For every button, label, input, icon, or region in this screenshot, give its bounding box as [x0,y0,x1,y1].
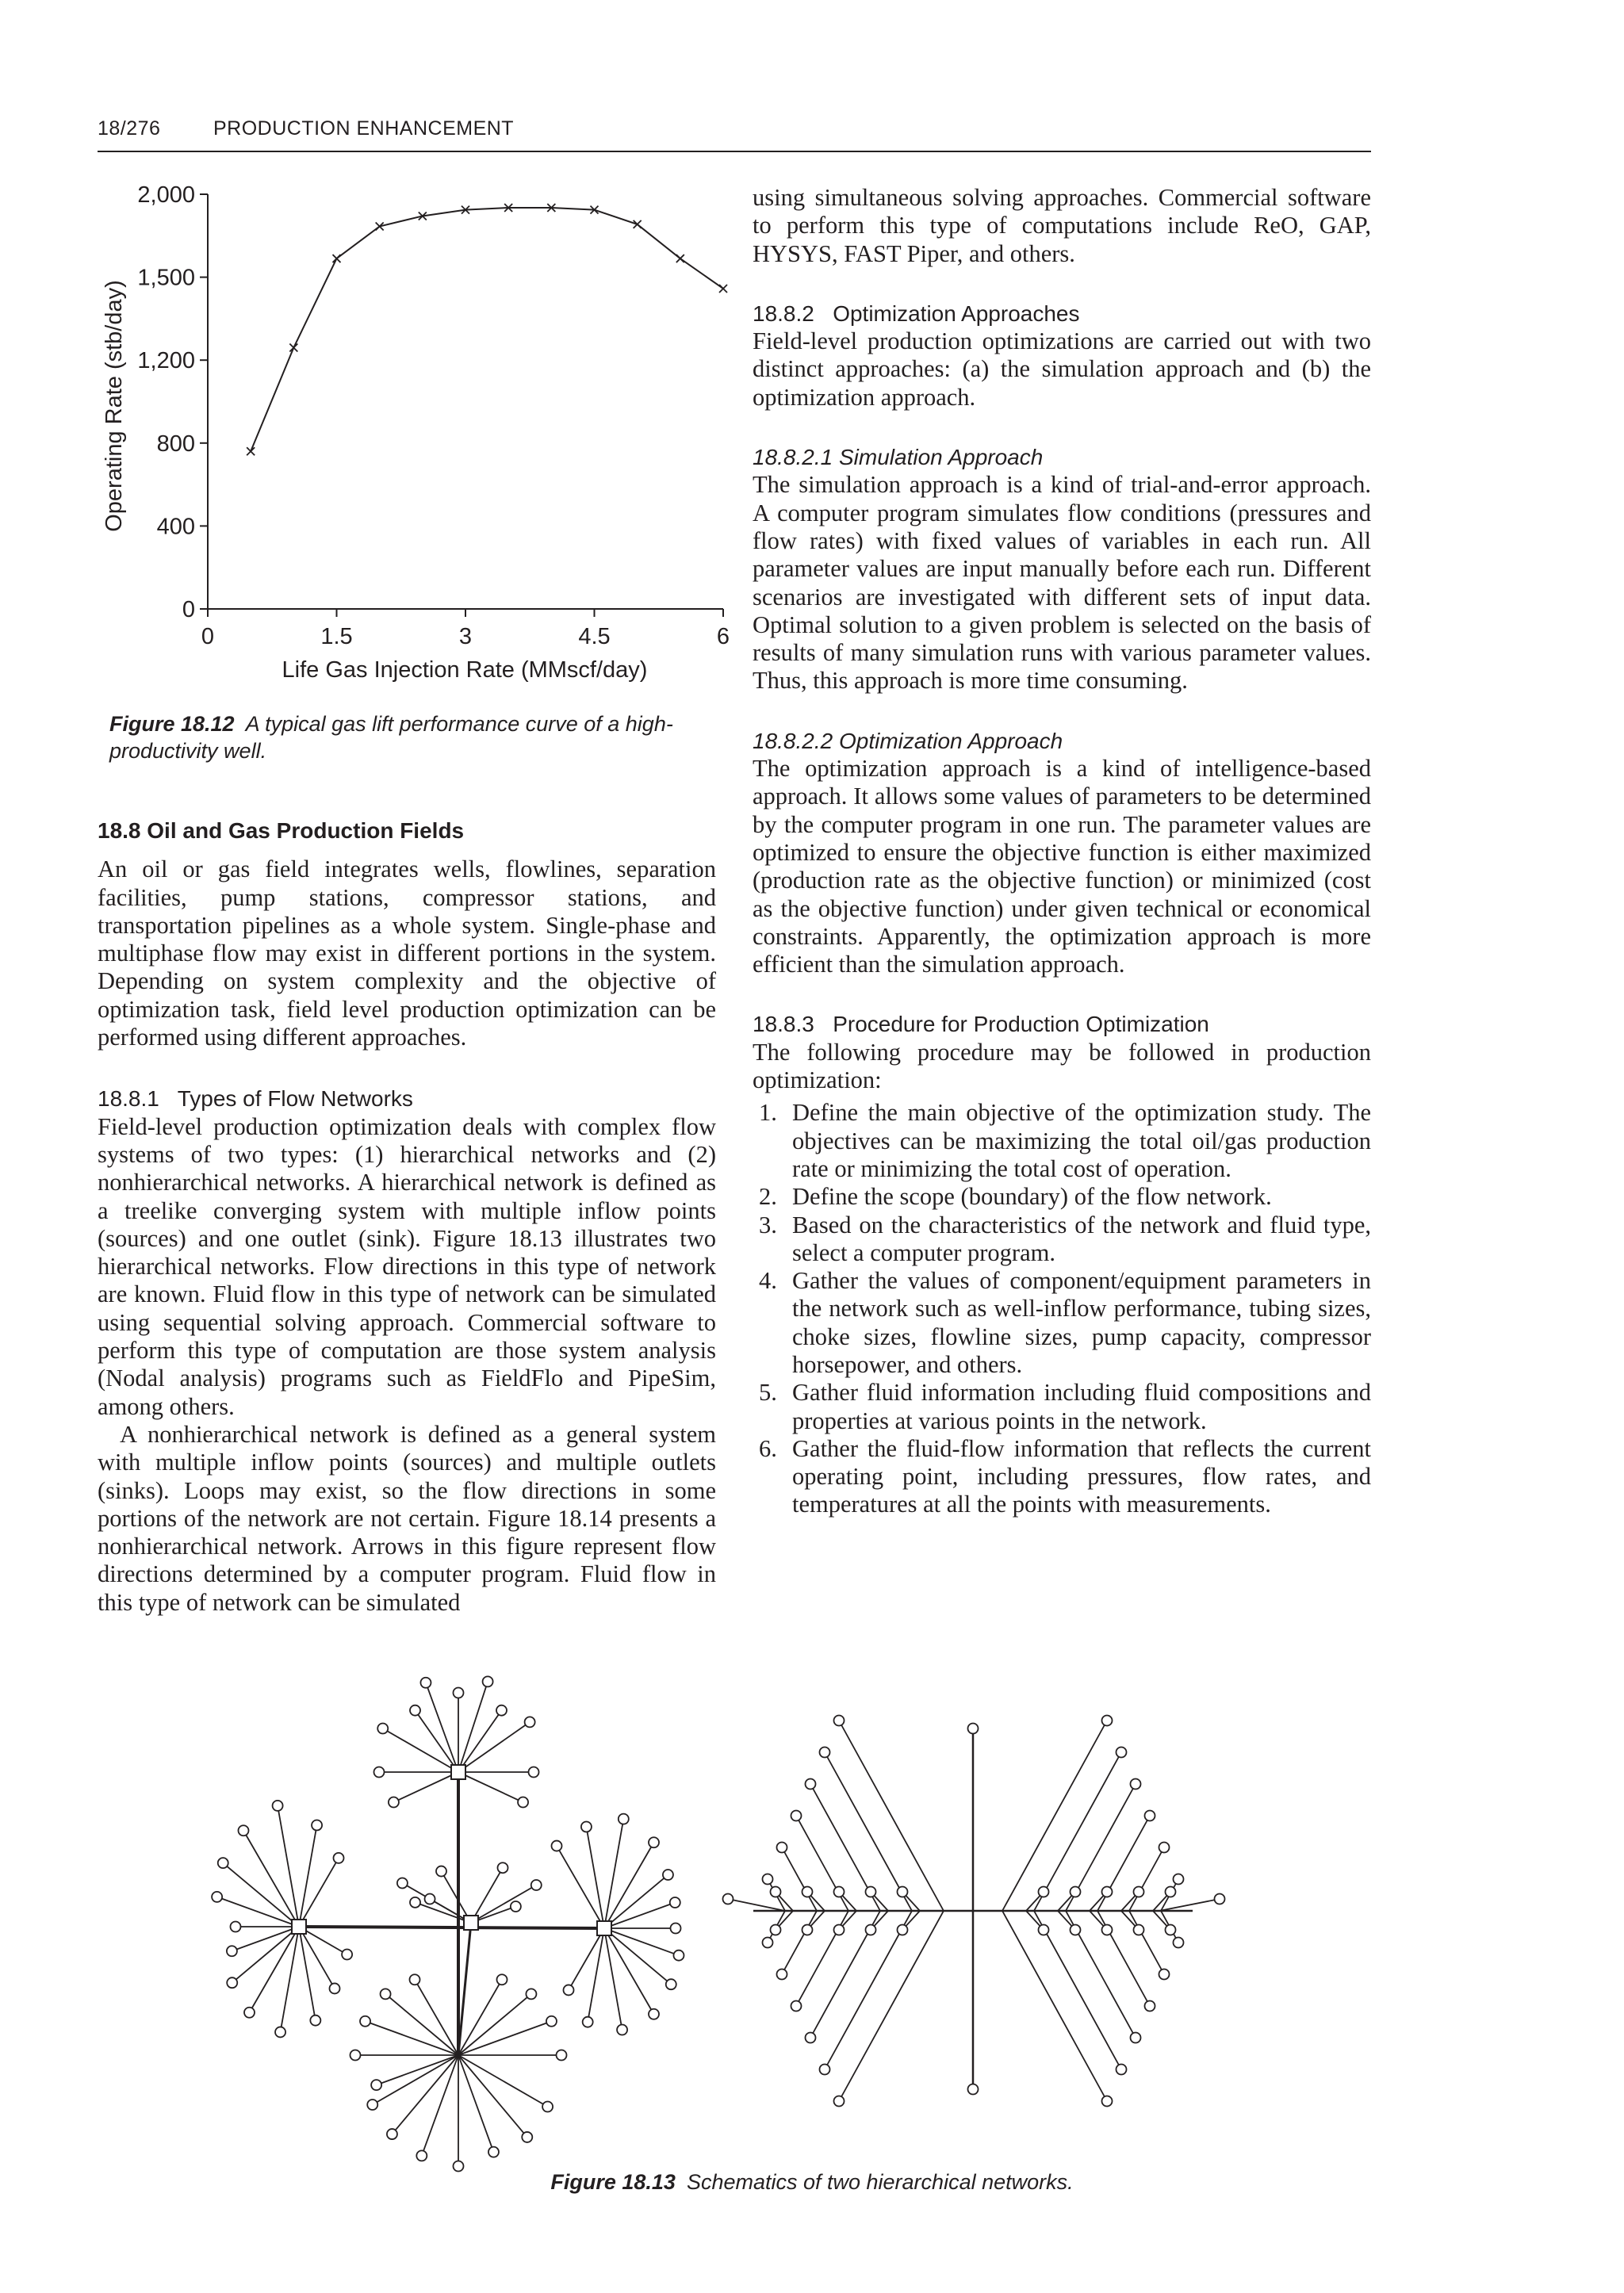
well-node [777,1970,787,1980]
list-item: 3. Based on the characteristics of the network and fluid type, select a computer program. [759,1211,1371,1266]
well-node [542,2102,553,2112]
flowline [415,1980,458,2055]
flowline [839,1911,944,2101]
well-node [1159,1970,1170,1980]
paragraph: The simulation approach is a kind of trial-and-error approach. A computer program simulates flow conditions (pressures and flow rates) with fixed values of variables in each run. All parameter values are input manually before each run. Different scenarios are investigated with different sets of input data. Optimal solution to a given problem is selected on the basis of results of many simulation runs with various parameter values. Thus, this approach is more time consuming. [753,471,1371,695]
well-node [763,1938,773,1948]
well-node [497,1974,508,1985]
well-node [511,1901,521,1912]
well-node [218,1858,228,1868]
well-node [1102,1925,1113,1935]
flowline [458,2055,548,2107]
y-tick-label: 1,200 [137,348,195,374]
y-tick-label: 400 [156,514,195,540]
flowline [604,1928,671,1985]
paragraph: The following procedure may be followed in production optimization: [753,1038,1371,1094]
well-node [791,2001,802,2012]
well-node [1174,1874,1184,1885]
figure-18-13-label: Figure 18.13 [550,2170,676,2194]
well-node [360,2016,370,2027]
right-column [753,184,1371,1519]
x-tick-label: 6 [716,624,730,649]
list-item: 1. Define the main objective of the optimization study. The objectives can be maximizing the total oil/gas production rate or minimizing the total cost of operation. [759,1099,1371,1182]
x-axis-label: Life Gas Injection Rate (MMscf/day) [282,657,648,683]
flowline [458,1772,523,1802]
flowline [471,1868,503,1923]
well-node [802,1887,813,1897]
well-node [1071,1925,1081,1935]
well-node [834,1925,845,1935]
well-node [866,1925,876,1935]
flowline [1129,1847,1164,1911]
flowline [373,2055,458,2105]
well-node [771,1887,781,1897]
fishbone-network-schematic [723,1716,1225,2107]
paragraph: The optimization approach is a kind of intelligence-based approach. It allows some values of parameters to be determined by the computer program in one run. The parameter values are optimized to ensure the objective function is either maximized (production rate as the objective function) or minimized (cost as the objective function) under given technical or economical constraints. Apparently, the optimization approach is more efficient than the simulation approach. [753,755,1371,978]
well-node [898,1925,908,1935]
flowline [393,1772,458,1802]
data-point-marker [333,255,341,262]
well-node [898,1887,908,1897]
well-node [1145,1811,1155,1821]
well-node [552,1841,562,1851]
well-node [619,1814,629,1824]
star-network-schematic [212,1676,684,2171]
flowline [416,1710,458,1772]
flowline [604,1875,668,1928]
well-node [771,1925,781,1935]
well-node [1166,1925,1176,1935]
well-node [834,2096,845,2107]
flowline [217,1897,299,1927]
chart-axes [208,194,723,609]
chart-series [247,204,727,455]
well-node [1039,1925,1049,1935]
paragraph: Field-level production optimizations are carried out with two distinct approaches: (a) the simulation approach and (b) the optimization approach. [753,327,1371,411]
well-node [1134,1887,1144,1897]
well-node [498,1862,508,1873]
manifold-node [597,1921,611,1935]
y-tick-label: 0 [182,597,195,622]
flowline [1002,1911,1107,2101]
procedure-list [753,1099,1371,1518]
well-node [371,2080,381,2090]
flowline [458,2055,493,2152]
well-node [1102,1887,1113,1897]
well-node [557,2050,567,2061]
well-node [1116,1748,1127,1758]
well-node [546,2016,557,2027]
flowline [426,1682,458,1772]
flowline [458,1994,531,2055]
well-node [1174,1938,1184,1948]
flowline [1002,1721,1107,1911]
data-point-marker [634,220,642,228]
list-item: 2. Define the scope (boundary) of the flow network. [759,1183,1272,1211]
well-node [820,2065,830,2075]
well-node [1145,2001,1155,2012]
flowline [782,1911,817,1974]
well-node [1131,1779,1141,1790]
hierarchical-networks-figure [0,1649,1624,2141]
list-item: 4. Gather the values of component/equipment parameters in the network such as well-inflow performance, tubing sizes, choke sizes, flowline sizes, pump capacity, compressor horsepower, and others. [759,1267,1371,1378]
flowline [839,1721,944,1911]
figure-18-13-text: Schematics of two hierarchical networks. [686,2170,1074,2194]
well-node [231,1922,241,1932]
well-node [275,2027,285,2037]
well-node [488,2147,499,2157]
well-node [334,1853,344,1863]
well-node [1102,2096,1113,2107]
well-node [531,1880,542,1890]
manifold-node [464,1916,478,1930]
manifold-node [451,1765,465,1779]
section-18-8-1-heading: 18.8.1 Types of Flow Networks [98,1086,413,1112]
well-node [416,2150,427,2161]
well-node [763,1874,773,1885]
y-axis-label: Operating Rate (stb/day) [102,280,127,532]
paragraph: A nonhierarchical network is defined as a general system with multiple inflow points (sources) and multiple outlets (sinks). Loops may exist, so the flow directions in some portions of the network are not certain. Figure 18.14 presents a nonhierarchical network. Arrows in this figure represent flow directions determined by a computer program. Fluid flow in this type of network can be simulated [98,1420,716,1616]
well-node [425,1894,435,1904]
manifold-node [292,1920,306,1934]
chart-ticks [137,182,730,649]
well-node [564,1985,574,1995]
y-tick-label: 2,000 [137,182,195,208]
well-node [312,1820,322,1830]
well-node [649,1837,659,1847]
well-node [410,1705,420,1716]
well-node [483,1676,493,1686]
well-node [522,2132,532,2142]
well-node [1215,1894,1225,1904]
section-18-8-2-2-heading: 18.8.2.2 Optimization Approach [753,728,1063,753]
well-node [244,2008,255,2018]
left-column [98,817,716,1617]
well-node [723,1894,733,1904]
section-18-8-2-heading: 18.8.2 Optimization Approaches [753,301,1080,326]
trunk-line [299,1927,604,1928]
well-node [518,1797,528,1808]
list-item: 6. Gather the fluid-flow information that reflects the current operating point, including pressures, flow rates, and temperatures at all the points with measurements. [759,1434,1371,1518]
well-node [1159,1843,1170,1853]
well-node [820,1748,830,1758]
well-node [389,1797,399,1808]
page-number: 18/276 [98,117,161,140]
figure-18-12-text: A typical gas lift performance curve of a high-productivity well. [109,712,673,763]
flowline [416,1902,471,1923]
flowline [458,2055,527,2137]
flowline [458,1710,501,1772]
well-node [410,1974,420,1985]
well-node [212,1892,222,1902]
well-node [968,1724,979,1734]
well-node [834,1716,845,1726]
well-node [791,1811,802,1821]
well-node [670,1897,680,1908]
y-tick-label: 800 [156,431,195,457]
flowline [1129,1911,1164,1974]
flowline [383,1728,458,1772]
flowline [458,2021,551,2055]
figure-18-13-caption [0,2169,1624,2195]
flowline [471,1885,536,1924]
well-node [529,1767,539,1778]
well-node [583,2017,593,2027]
list-item: 5. Gather fluid information including fluid compositions and properties at various points in the network. [759,1379,1371,1434]
section-18-8-2-1-heading: 18.8.2.1 Simulation Approach [753,445,1044,470]
well-node [381,1989,391,1999]
running-title: PRODUCTION ENHANCEMENT [213,117,515,140]
data-point-marker [719,285,727,293]
x-tick-label: 0 [201,624,215,649]
well-node [1071,1887,1081,1897]
well-node [1166,1887,1176,1897]
well-node [866,1887,876,1897]
data-point-marker [676,255,684,262]
well-node [673,1950,684,1961]
well-node [777,1843,787,1853]
flowline [232,1927,299,1983]
flowline [366,2021,458,2055]
well-node [617,2025,627,2035]
well-node [227,1946,237,1956]
flowline [458,1722,530,1772]
well-node [227,1977,237,1988]
figure-18-12-caption [109,710,728,764]
figure-18-12-label: Figure 18.12 [109,712,235,736]
well-node [649,2009,659,2019]
section-18-8-3-heading: 18.8.3 Procedure for Production Optimization [753,1012,1209,1037]
x-tick-label: 4.5 [578,624,611,649]
well-node [387,2129,397,2139]
well-node [350,2050,361,2061]
flowline [604,1903,675,1928]
well-node [1134,1925,1144,1935]
x-tick-label: 3 [458,624,473,649]
well-node [671,1924,681,1934]
well-node [310,2015,320,2026]
well-node [377,1724,388,1734]
well-node [397,1878,408,1889]
well-node [374,1767,385,1778]
well-node [666,1979,676,1989]
well-node [526,1989,536,1999]
well-node [420,1678,431,1688]
well-node [581,1821,592,1832]
well-node [330,1983,340,1993]
section-18-8-heading: 18.8 Oil and Gas Production Fields [98,818,465,843]
flowline [422,2055,458,2156]
well-node [496,1705,507,1716]
well-node [436,1866,446,1877]
paragraph: Field-level production optimization deals with complex flow systems of two types: (1) hierarchical networks and (2) nonhierarchical networks. A hierarchical network is defined as a treelike converging system with multiple inflow points (sources) and one outlet (sink). Figure 18.13 illustrates two hierarchical networks. Flow directions in this type of network are known. Fluid flow in this type of network can be simulated using sequential solving approach. Commercial software to perform this type of computation are those system analysis (Nodal analysis) programs such as FieldFlo and PipeSim, among others. [98,1112,716,1420]
well-node [367,2100,377,2110]
series-line [251,208,723,451]
well-node [802,1925,813,1935]
well-node [454,1688,464,1698]
well-node [1102,1716,1113,1726]
data-point-marker [247,447,255,455]
data-point-marker [289,344,297,352]
well-node [1131,2033,1141,2043]
flowline [232,1927,299,1951]
paragraph: An oil or gas field integrates wells, flowlines, separation facilities, pump stations, compressor stations, and transportation pipelines as a whole system. Single-phase and multiphase flow may exist in different portions in the system. Depending on system complexity and the objective of optimization task, field level production optimization can be performed using different approaches. [98,856,716,1051]
well-node [342,1950,352,1960]
flowline [223,1863,299,1927]
well-node [1116,2065,1127,2075]
flowline [604,1928,679,1955]
well-node [806,1779,816,1790]
well-node [806,2033,816,2043]
well-node [410,1897,420,1908]
well-node [663,1870,673,1880]
well-node [834,1887,845,1897]
flowline [1159,1899,1220,1911]
well-node [968,2084,979,2095]
well-node [239,1825,249,1836]
flowline [782,1847,817,1911]
well-node [525,1717,535,1727]
paragraph: using simultaneous solving approaches. Commercial software to perform this type of computations include ReO, GAP, HYSYS, FAST Piper, and others. [753,184,1371,267]
well-node [273,1801,283,1811]
x-tick-label: 1.5 [320,624,353,649]
flowline [728,1899,785,1911]
well-node [1039,1887,1049,1897]
y-tick-label: 1,500 [137,265,195,291]
flowline [385,1994,458,2055]
